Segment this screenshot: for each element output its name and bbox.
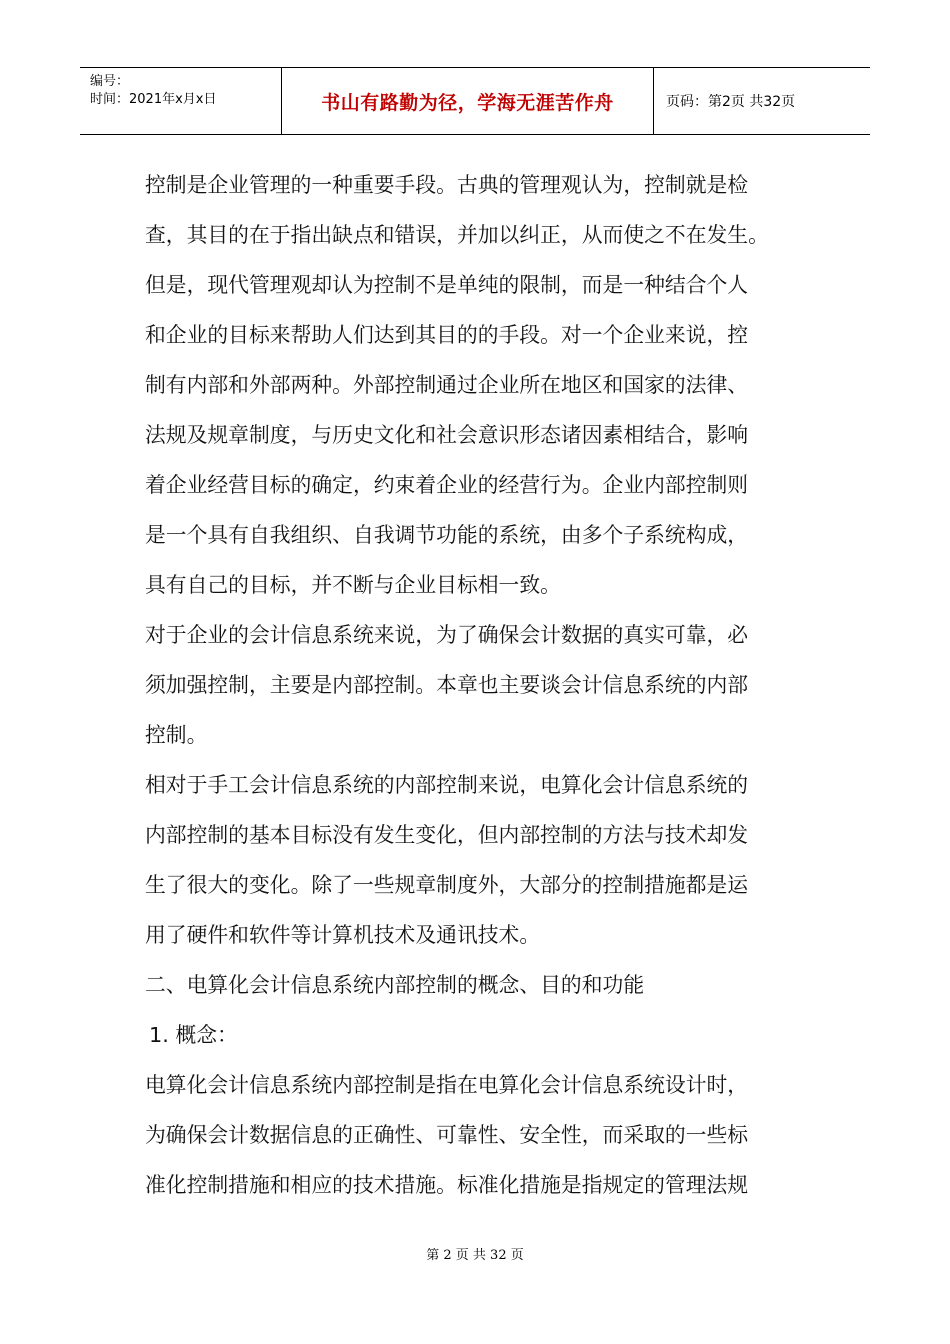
body-line: 须加强控制，主要是内部控制。本章也主要谈会计信息系统的内部 [145,673,749,697]
body-line: 是一个具有自我组织、自我调节功能的系统，由多个子系统构成， [145,523,749,547]
body-line: 和企业的目标来帮助人们达到其目的的手段。对一个企业来说，控 [145,323,749,347]
body-line: 准化控制措施和相应的技术措施。标准化措施是指规定的管理法规 [145,1173,749,1197]
body-line: 对于企业的会计信息系统来说，为了确保会计数据的真实可靠，必 [145,623,749,647]
page-header [80,67,870,135]
body-line: 但是，现代管理观却认为控制不是单纯的限制，而是一种结合个人 [145,273,749,297]
body-line: 内部控制的基本目标没有发生变化，但内部控制的方法与技术却发 [145,823,749,847]
body-line: 控制是企业管理的一种重要手段。古典的管理观认为，控制就是检 [145,173,749,197]
subsection-heading: 1. 概念： [149,1023,238,1047]
document-number-label: 编号： [90,74,130,89]
body-line: 相对于手工会计信息系统的内部控制来说，电算化会计信息系统的 [145,773,749,797]
header-info-cell [80,68,282,134]
body-line: 法规及规章制度，与历史文化和社会意识形态诸因素相结合，影响 [145,423,749,447]
body-line: 为确保会计数据信息的正确性、可靠性、安全性，而采取的一些标 [145,1123,749,1147]
body-line: 用了硬件和软件等计算机技术及通讯技术。 [145,923,541,947]
header-motto: 书山有路勤为径，学海无涯苦作舟 [282,68,654,134]
body-line: 着企业经营目标的确定，约束着企业的经营行为。企业内部控制则 [145,473,749,497]
body-line: 具有自己的目标，并不断与企业目标相一致。 [145,573,561,597]
body-line: 电算化会计信息系统内部控制是指在电算化会计信息系统设计时， [145,1073,749,1097]
document-body [145,160,810,1210]
document-time-label: 时间：2021年x月x日 [90,92,217,107]
body-line: 控制。 [145,723,208,747]
section-heading: 二、电算化会计信息系统内部控制的概念、目的和功能 [145,973,645,997]
body-line: 制有内部和外部两种。外部控制通过企业所在地区和国家的法律、 [145,373,749,397]
body-line: 生了很大的变化。除了一些规章制度外，大部分的控制措施都是运 [145,873,749,897]
page-footer: 第 2 页 共 32 页 [426,1248,524,1263]
body-line: 查，其目的在于指出缺点和错误，并加以纠正，从而使之不在发生。 [145,223,769,247]
header-page-label: 页码：第2页 共32页 [666,94,796,110]
